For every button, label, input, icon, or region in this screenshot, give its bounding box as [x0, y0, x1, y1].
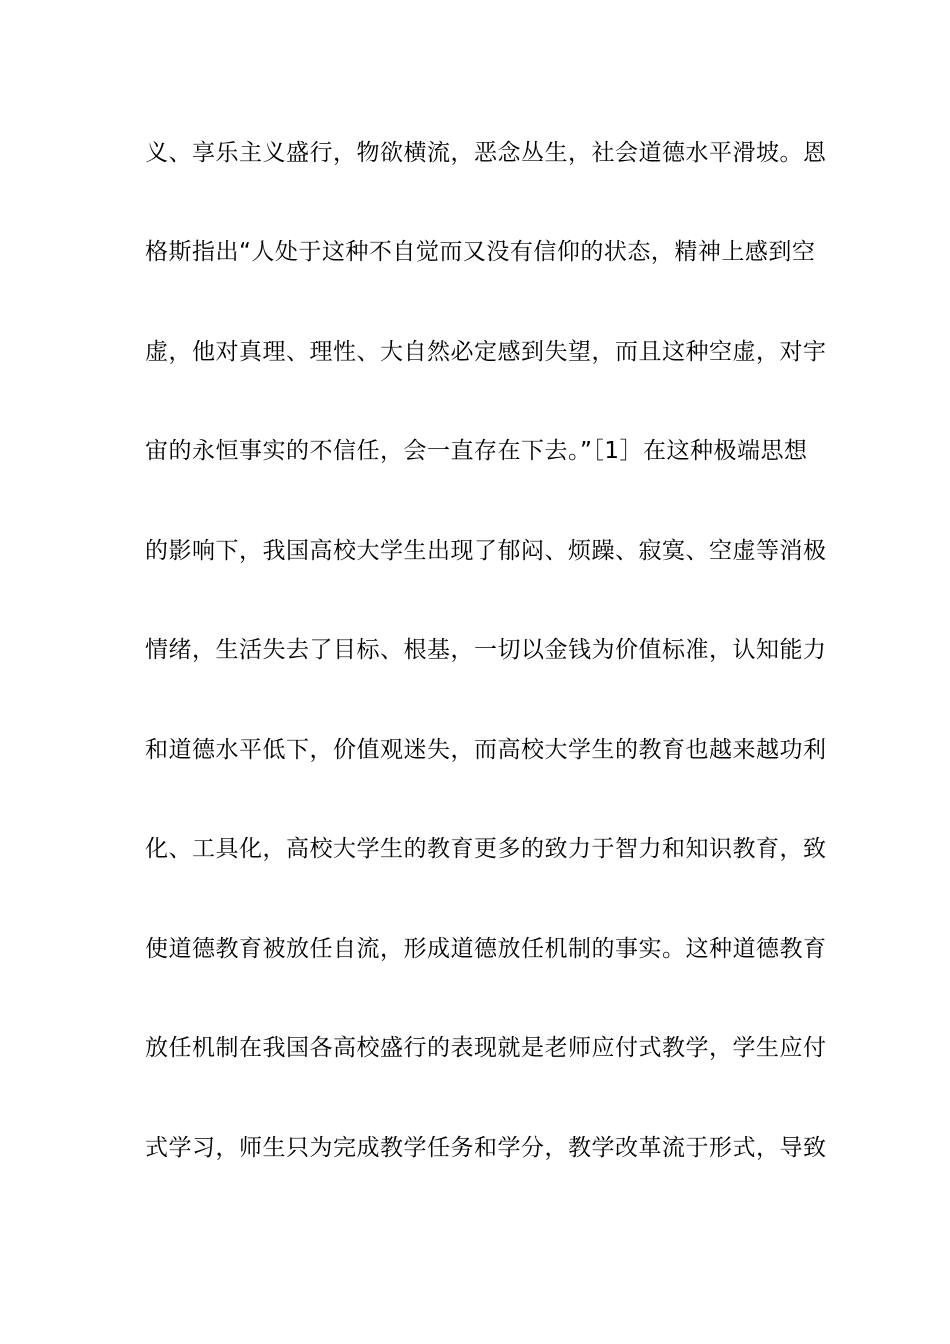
paragraph-line: 的影响下，我国高校大学生出现了郁闷、烦躁、寂寞、空虚等消极 — [145, 538, 827, 564]
paragraph-line: 义、享乐主义盛行，物欲横流，恶念丛生，社会道德水平滑坡。恩 — [145, 140, 827, 166]
paragraph-line: 情绪，生活失去了目标、根基，一切以金钱为价值标准，认知能力 — [145, 637, 827, 663]
paragraph-line: 化、工具化，高校大学生的教育更多的致力于智力和知识教育，致 — [145, 836, 827, 862]
paragraph-line: 式学习，师生只为完成教学任务和学分，教学改革流于形式，导致 — [145, 1135, 827, 1161]
paragraph-line: 虚，他对真理、理性、大自然必定感到失望，而且这种空虚，对宇 — [145, 339, 827, 365]
paragraph-line: 使道德教育被放任自流，形成道德放任机制的事实。这种道德教育 — [145, 936, 827, 962]
paragraph-line: 格斯指出“人处于这种不自觉而又没有信仰的状态，精神上感到空 — [145, 239, 816, 265]
paragraph-line: 宙的永恒事实的不信任，会一直存在下去。”［1］在这种极端思想 — [145, 438, 808, 464]
paragraph-line: 和道德水平低下，价值观迷失，而高校大学生的教育也越来越功利 — [145, 737, 827, 763]
paragraph-line: 放任机制在我国各高校盛行的表现就是老师应付式教学，学生应付 — [145, 1035, 827, 1061]
